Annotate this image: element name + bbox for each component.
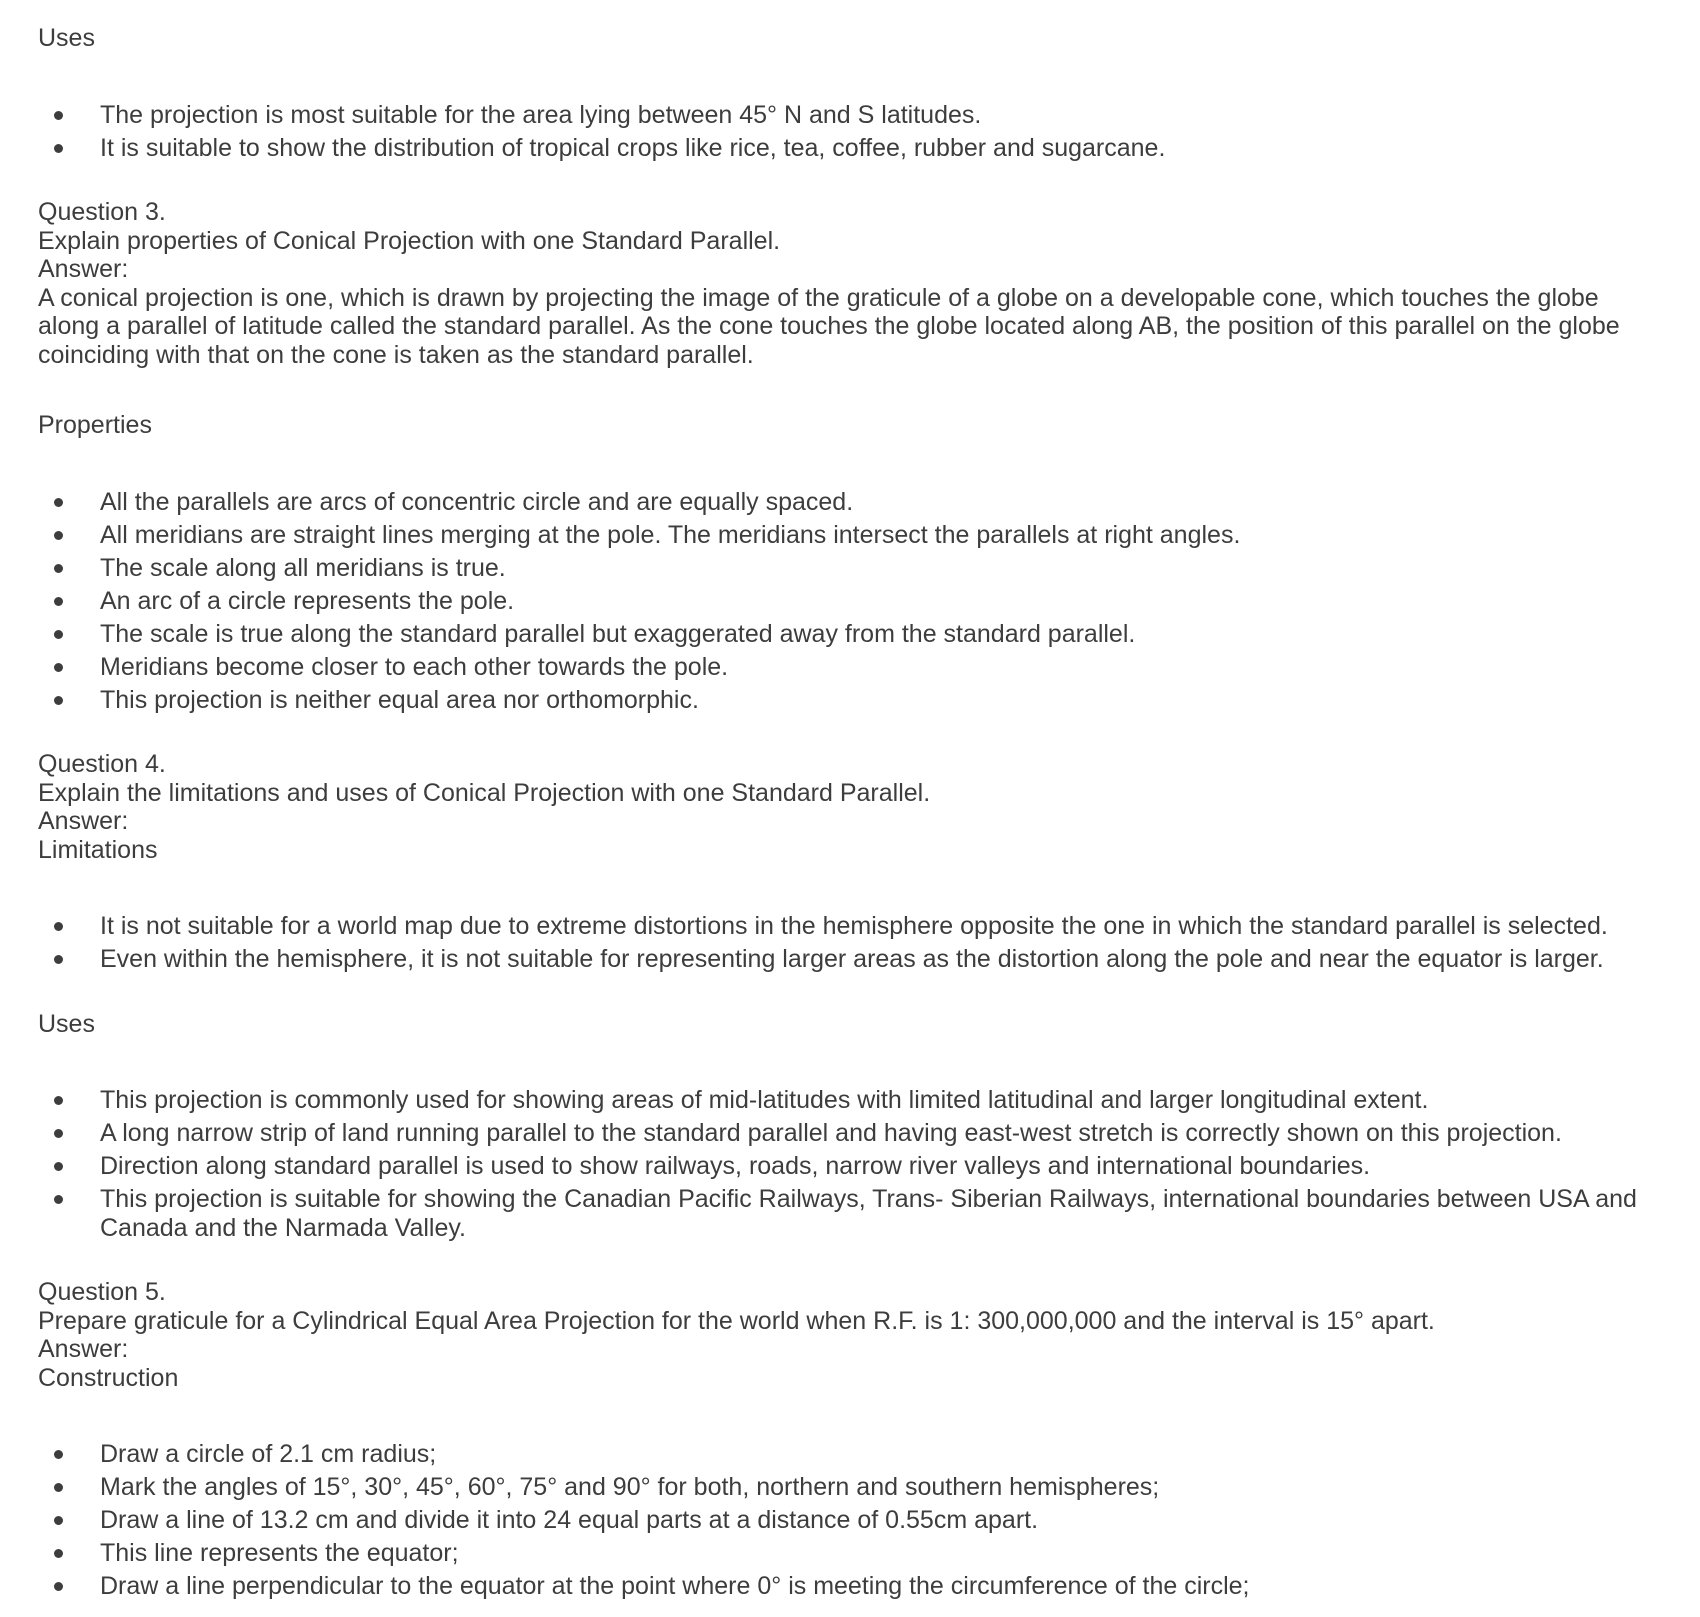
question-5-block [38,1278,1663,1392]
section-heading-limitations: Limitations [38,835,158,864]
list-item: An arc of a circle represents the pole. [38,587,1663,616]
list-item: Draw a circle of 2.1 cm radius; [38,1440,1663,1469]
list-item: This projection is suitable for showing the Canadian Pacific Railways, Trans- Siberian Railways, international boundaries between USA and Canada and the Narmada Valley. [38,1185,1663,1242]
construction-list [38,1440,1663,1601]
question-3-title: Question 3. [38,198,166,226]
list-item: The scale along all meridians is true. [38,554,1663,583]
list-item: This projection is commonly used for showing areas of mid-latitudes with limited latitudinal and larger longitudinal extent. [38,1086,1663,1115]
answer-paragraph: A conical projection is one, which is drawn by projecting the image of the graticule of a globe on a developable cone, which touches the globe along a parallel of latitude called the standard parallel. As the cone touches the globe located along AB, the position of this parallel on the globe coinciding with that on the cone is taken as the standard parallel. [38,283,1620,369]
list-item: Even within the hemisphere, it is not suitable for representing larger areas as the distortion along the pole and near the equator is larger. [38,945,1663,974]
list-item: Mark the angles of 15°, 30°, 45°, 60°, 75° and 90° for both, northern and southern hemispheres; [38,1473,1663,1502]
list-item: It is suitable to show the distribution of tropical crops like rice, tea, coffee, rubber and sugarcane. [38,134,1663,163]
question-5-prompt: Prepare graticule for a Cylindrical Equal Area Projection for the world when R.F. is 1: 300,000,000 and the interval is 15° apart. [38,1306,1435,1335]
uses-q4-list [38,1086,1663,1242]
section-heading-construction: Construction [38,1363,179,1392]
list-item: All the parallels are arcs of concentric circle and are equally spaced. [38,488,1663,517]
list-item: The scale is true along the standard parallel but exaggerated away from the standard parallel. [38,620,1663,649]
uses-conical-list [38,101,1663,163]
section-heading-uses-q4: Uses [38,1009,95,1038]
list-item: This projection is neither equal area nor orthomorphic. [38,686,1663,715]
question-4-block [38,750,1663,864]
answer-label: Answer: [38,1335,129,1363]
list-item: The projection is most suitable for the area lying between 45° N and S latitudes. [38,101,1663,130]
question-3-block [38,198,1663,369]
properties-list [38,488,1663,715]
answer-label: Answer: [38,255,129,283]
list-item: A long narrow strip of land running parallel to the standard parallel and having east-west stretch is correctly shown on this projection. [38,1119,1663,1148]
list-item: This line represents the equator; [38,1539,1663,1568]
list-item: All meridians are straight lines merging at the pole. The meridians intersect the parallels at right angles. [38,521,1663,550]
list-item: Direction along standard parallel is used to show railways, roads, narrow river valleys and international boundaries. [38,1152,1663,1181]
list-item: Meridians become closer to each other towards the pole. [38,653,1663,682]
section-heading-properties: Properties [38,411,152,439]
section-heading-uses-conical: Uses [38,24,95,52]
question-4-prompt: Explain the limitations and uses of Conical Projection with one Standard Parallel. [38,778,931,807]
question-5-title: Question 5. [38,1278,166,1306]
list-item: Draw a line perpendicular to the equator at the point where 0° is meeting the circumference of the circle; [38,1572,1663,1601]
question-4-title: Question 4. [38,750,166,778]
list-item: Draw a line of 13.2 cm and divide it into 24 equal parts at a distance of 0.55cm apart. [38,1506,1663,1535]
list-item: It is not suitable for a world map due to extreme distortions in the hemisphere opposite the one in which the standard parallel is selected. [38,912,1663,941]
answer-label: Answer: [38,807,129,835]
limitations-list [38,912,1663,974]
question-3-prompt: Explain properties of Conical Projection with one Standard Parallel. [38,226,781,255]
